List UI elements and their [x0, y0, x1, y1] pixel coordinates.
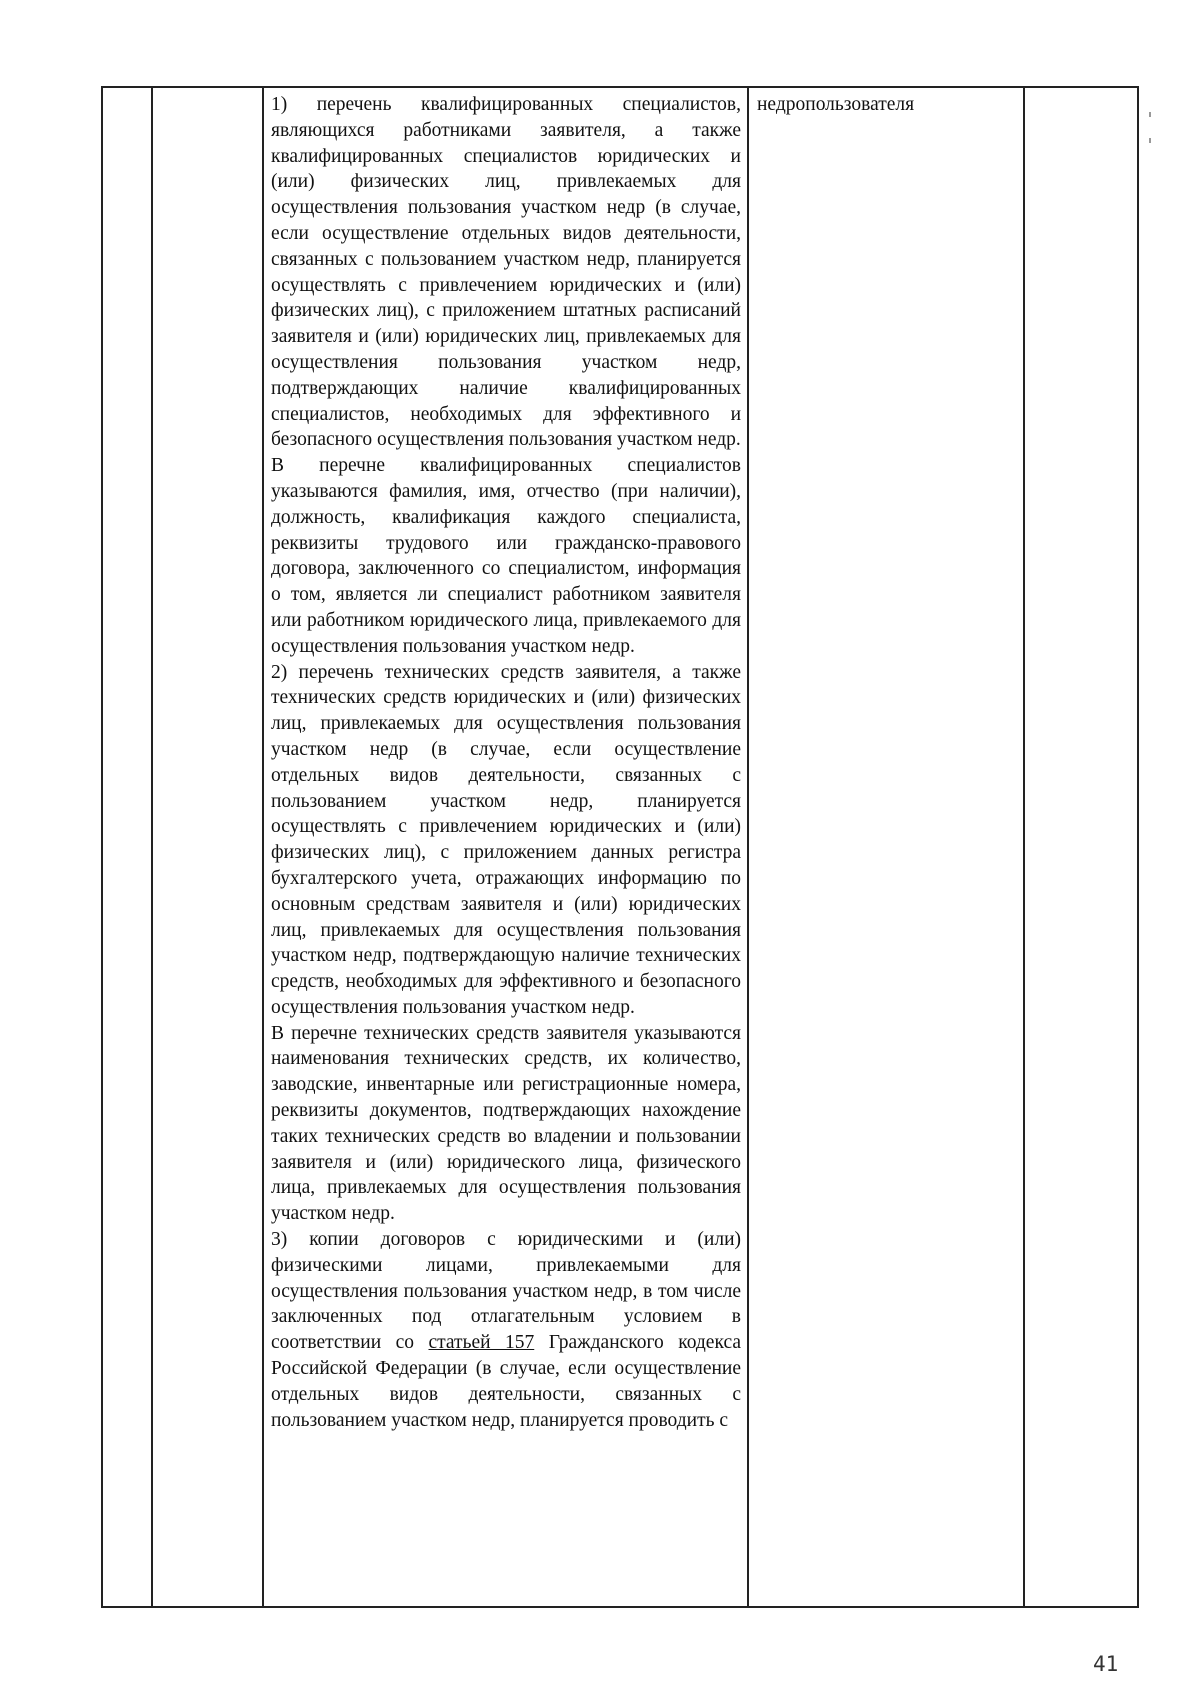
item-1-details-paragraph: В перечне квалифицированных специалистов указываются фамилия, имя, отчество (при наличии), должность, квалификация каждого специалиста, реквизиты трудового или гражданско-правового договора, заключенного со специалистом, информация о том, является ли специалист работником заявителя или работником юридического лица, привлекаемого для осуществления пользования участком недр.: [271, 455, 741, 657]
item-3-text-start: 3) копии договоров с юридическими и (или) физическими лицами, привлекаемыми для осуществления пользования участком недр, в том числе заключенных под отлагательным условием в соответствии со: [271, 1229, 741, 1354]
item-3-paragraph: [271, 1227, 741, 1433]
applicant-cell: недропользователя: [748, 87, 1024, 1607]
scan-speck: [1149, 112, 1151, 117]
requirements-table: [101, 86, 1139, 1608]
document-list-cell: [263, 87, 748, 1607]
page-number: 41: [1093, 1652, 1119, 1676]
item-1-paragraph: 1) перечень квалифицированных специалистов, являющихся работниками заявителя, а также квалифицированных специалистов юридических и (или) физических лиц, привлекаемых для осуществления пользования участком недр (в случае, если осуществление отдельных видов деятельности, связанных с пользованием участком недр, планируется осуществлять с привлечением юридических и (или) физических лиц), с приложением штатных расписаний заявителя и (или) юридических лиц, привлекаемых для осуществления пользования участком недр, подтверждающих наличие квалифицированных специалистов, необходимых для эффективного и безопасного осуществления пользования участком недр.: [271, 94, 741, 451]
notes-cell: [1024, 87, 1138, 1607]
scan-speck: [1149, 138, 1151, 143]
item-2-details-paragraph: В перечне технических средств заявителя указываются наименования технических средств, их количество, заводские, инвентарные или регистрационные номера, реквизиты документов, подтверждающих нахождение таких технических средств во владении и пользовании заявителя и (или) юридического лица, физического лица, привлекаемых для осуществления пользования участком недр.: [271, 1022, 741, 1225]
section-cell: [152, 87, 263, 1607]
number-cell: [102, 87, 152, 1607]
item-2-paragraph: 2) перечень технических средств заявителя, а также технических средств юридических и (или) физических лиц, привлекаемых для осуществления пользования участком недр (в случае, если осуществление отдельных видов деятельности, связанных с пользованием участком недр, планируется осуществлять с привлечением юридических и (или) физических лиц), с приложением данных регистра бухгалтерского учета, отражающих информацию по основным средствам заявителя и (или) юридических лиц, привлекаемых для осуществления пользования участком недр, подтверждающую наличие технических средств, необходимых для эффективного и безопасного осуществления пользования участком недр.: [271, 661, 741, 1018]
item-3-text-end: Гражданского кодекса Российской Федерации (в случае, если осуществление отдельных видов деятельности, связанных с пользованием участком недр, планируется проводить с: [271, 1332, 742, 1431]
civil-code-article-link[interactable]: статьей 157: [428, 1332, 535, 1354]
table-row: [102, 87, 1138, 1607]
